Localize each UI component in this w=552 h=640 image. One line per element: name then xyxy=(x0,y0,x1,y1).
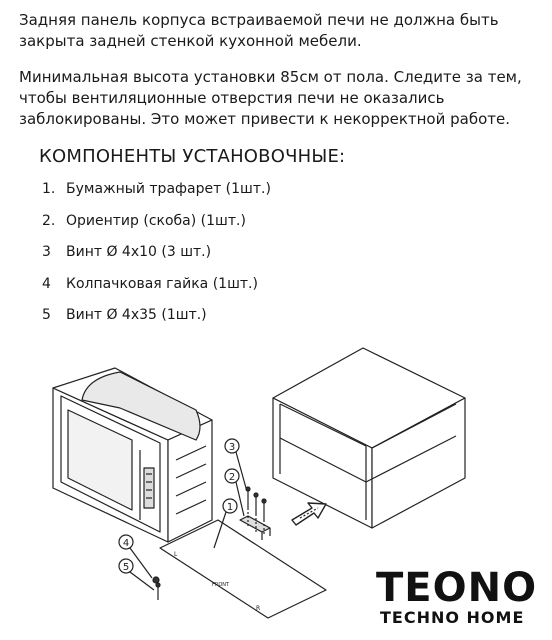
cabinet-illustration xyxy=(273,348,465,528)
template-label: FRONT xyxy=(212,582,230,588)
component-item-5 xyxy=(42,306,207,324)
component-text: Винт Ø 4x10 (3 шт.) xyxy=(66,244,212,260)
component-number: 5 xyxy=(42,307,51,323)
template-corner-left: L xyxy=(174,551,178,558)
component-number: 3 xyxy=(42,244,51,260)
template-corner-right: R xyxy=(256,605,261,612)
microwave-illustration xyxy=(53,368,212,542)
components-heading: КОМПОНЕНТЫ УСТАНОВОЧНЫЕ: xyxy=(39,146,346,167)
component-text: Винт Ø 4x35 (1шт.) xyxy=(66,307,207,323)
brand-tagline: TECHNO HOME xyxy=(380,608,525,627)
insert-direction-arrow xyxy=(292,503,326,525)
svg-text:1: 1 xyxy=(226,502,234,513)
component-number: 2. xyxy=(42,213,56,229)
nut-and-screw-icons xyxy=(153,577,160,600)
brand-logo: TEONO xyxy=(376,565,538,611)
paragraph-rear-panel: Задняя панель корпуса встраиваемой печи не должна быть закрыта задней стенкой кухонной мебели. xyxy=(19,11,499,50)
svg-text:2: 2 xyxy=(228,472,236,483)
svg-text:5: 5 xyxy=(122,562,130,573)
paper-template xyxy=(160,520,326,618)
component-item-1 xyxy=(42,180,271,198)
svg-text:3: 3 xyxy=(228,442,236,453)
component-number: 1. xyxy=(42,181,56,197)
component-text: Ориентир (скоба) (1шт.) xyxy=(66,213,246,229)
bracket-illustration xyxy=(240,516,270,540)
svg-text:4: 4 xyxy=(122,538,130,549)
component-item-3 xyxy=(42,243,211,261)
component-number: 4 xyxy=(42,276,51,292)
component-item-4 xyxy=(42,275,258,293)
paragraph-install-height: Минимальная высота установки 85см от пола. Следите за тем, чтобы вентиляционные отверстия печи не оказались заблокированы. Это может привести к некорректной работе. xyxy=(19,68,522,128)
component-text: Бумажный трафарет (1шт.) xyxy=(66,181,271,197)
component-item-2 xyxy=(42,212,246,230)
component-text: Колпачковая гайка (1шт.) xyxy=(66,276,258,292)
